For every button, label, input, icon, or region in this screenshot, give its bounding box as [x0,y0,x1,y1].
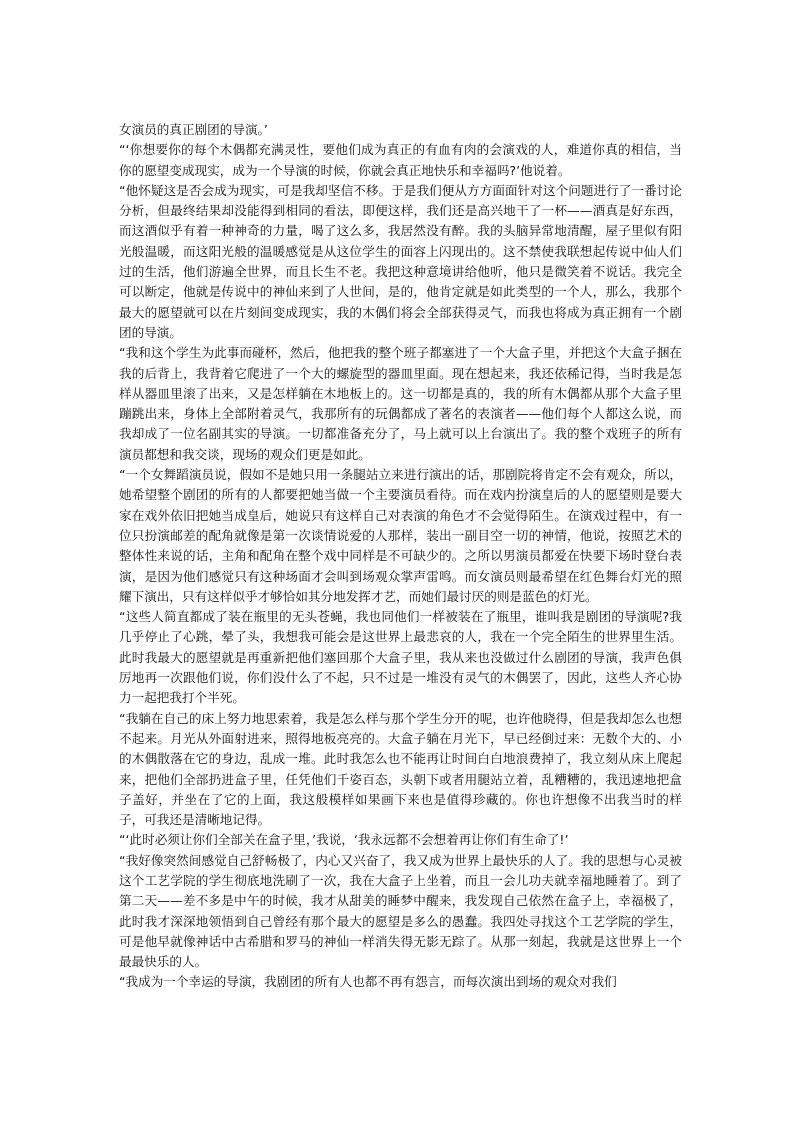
paragraph: “‘你想要你的每个木偶都充满灵性，要他们成为真正的有血有肉的会演戏的人，难道你真的相信，当你的愿望变成现实，成为一个导演的时候，你就会真正地快乐和幸福吗?’他说着。 [119,142,682,178]
paragraph: “我躺在自己的床上努力地思索着，我是怎么样与那个学生分开的呢，也许他晓得，但是我却怎么也想不起来。月光从外面射进来，照得地板亮亮的。大盒子躺在月光下，早已经倒过来：无数个大的、小的木偶散落在它的身边，乱成一堆。此时我怎么也不能再让时间白白地浪费掉了，我立刻从床上爬起来，把他们全部扔进盒子里，任凭他们千姿百态，头朝下或者用腿站立着，乱糟糟的，我迅速地把盒子盖好，并坐在了它的上面，我这般模样如果画下来也是值得珍藏的。你也许想像不出我当时的样子，可我还是清晰地记得。 [119,710,682,828]
paragraph: “‘此时必须让你们全部关在盒子里，’我说，‘我永远都不会想着再让你们有生命了!’ [119,832,569,848]
paragraph: “我成为一个幸运的导演，我剧团的所有人也都不再有怨言，而每次演出到场的观众对我们 [119,974,617,990]
document-body [119,120,682,993]
paragraph: 女演员的真正剧团的导演。’ [119,122,268,137]
paragraph: “我和这个学生为此事而碰杯，然后，他把我的整个班子都塞进了一个大盒子里，并把这个大盒子捆在我的后背上，我背着它爬进了一个大的螺旋型的器皿里面。现在想起来，我还依稀记得，当时我是怎样从器皿里滚了出来，又是怎样躺在木地板上的。这一切都是真的，我的所有木偶都从那个大盒子里蹦跳出来，身体上全部附着灵气，我那所有的玩偶都成了著名的表演者——他们每个人都这么说，而我却成了一位名副其实的导演。一切都准备充分了，马上就可以上台演出了。我的整个戏班子的所有演员都想和我交谈，现场的观众们更是如此。 [119,345,682,462]
paragraph: “我好像突然间感觉自己舒畅极了，内心又兴奋了，我又成为世界上最快乐的人了。我的思想与心灵被这个工艺学院的学生彻底地洗刷了一次，我在大盒子上坐着，而且一会儿功夫就幸福地睡着了。到了第二天——差不多是中午的时候，我才从甜美的睡梦中醒来，我发现自己依然在盒子上，幸福极了，此时我才深深地领悟到自己曾经有那个最大的愿望是多么的愚蠢。我四处寻找这个工艺学院的学生，可是他早就像神话中古希腊和罗马的神仙一样消失得无影无踪了。从那一刻起，我就是这世界上一个最最快乐的人。 [119,852,682,970]
paragraph: “一个女舞蹈演员说，假如不是她只用一条腿站立来进行演出的话，那剧院将肯定不会有观众，所以，她希望整个剧团的所有的人都要把她当做一个主要演员看待。而在戏内扮演皇后的人的愿望则是要大家在戏外依旧把她当成皇后，她说只有这样自己对表演的角色才不会觉得陌生。在演戏过程中，有一位只扮演邮差的配角就像是第一次谈情说爱的人那样，装出一副目空一切的神情，他说，按照艺术的整体性来说的话，主角和配角在整个戏中同样是不可缺少的。之所以男演员都爱在快要下场时登台表演，是因为他们感觉只有这种场面才会叫到场观众掌声雷鸣。而女演员则最希望在红色舞台灯光的照耀下演出，只有这样似乎才够恰如其分地发挥才艺，而她们最讨厌的则是蓝色的灯光。 [119,467,682,604]
paragraph: “他怀疑这是否会成为现实，可是我却坚信不移。于是我们便从方方面面针对这个问题进行了一番讨论分析，但最终结果却没能得到相同的看法，即便这样，我们还是高兴地干了一杯——酒真是好东西，而这酒似乎有着一种神奇的力量，喝了这么多，我居然没有醉。我的头脑异常地清醒，屋子里似有阳光般温暖，而这阳光般的温暖感觉是从这位学生的面容上闪现出的。这不禁使我联想起传说中仙人们过的生活，他们游遍全世界，而且长生不老。我把这种意境讲给他听，他只是微笑着不说话。我完全可以断定，他就是传说中的神仙来到了人世间，是的，他肯定就是如此类型的一个人，那么，我那个最大的愿望就可以在片刻间变成现实，我的木偶们将会全部获得灵气，而我也将成为真正拥有一个剧团的导演。 [119,182,682,340]
paragraph: “这些人简直都成了装在瓶里的无头苍蝇，我也同他们一样被装在了瓶里，谁叫我是剧团的导演呢?我几乎停止了心跳，晕了头，我想我可能会是这世界上最悲哀的人，我在一个完全陌生的世界里生活。此时我最大的愿望就是再重新把他们塞回那个大盒子里，我从来也没做过什么剧团的导演，我声色俱厉地再一次跟他们说，你们没什么了不起，只不过是一堆没有灵气的木偶罢了，因此，这些人齐心协力一起把我打个半死。 [119,609,682,706]
